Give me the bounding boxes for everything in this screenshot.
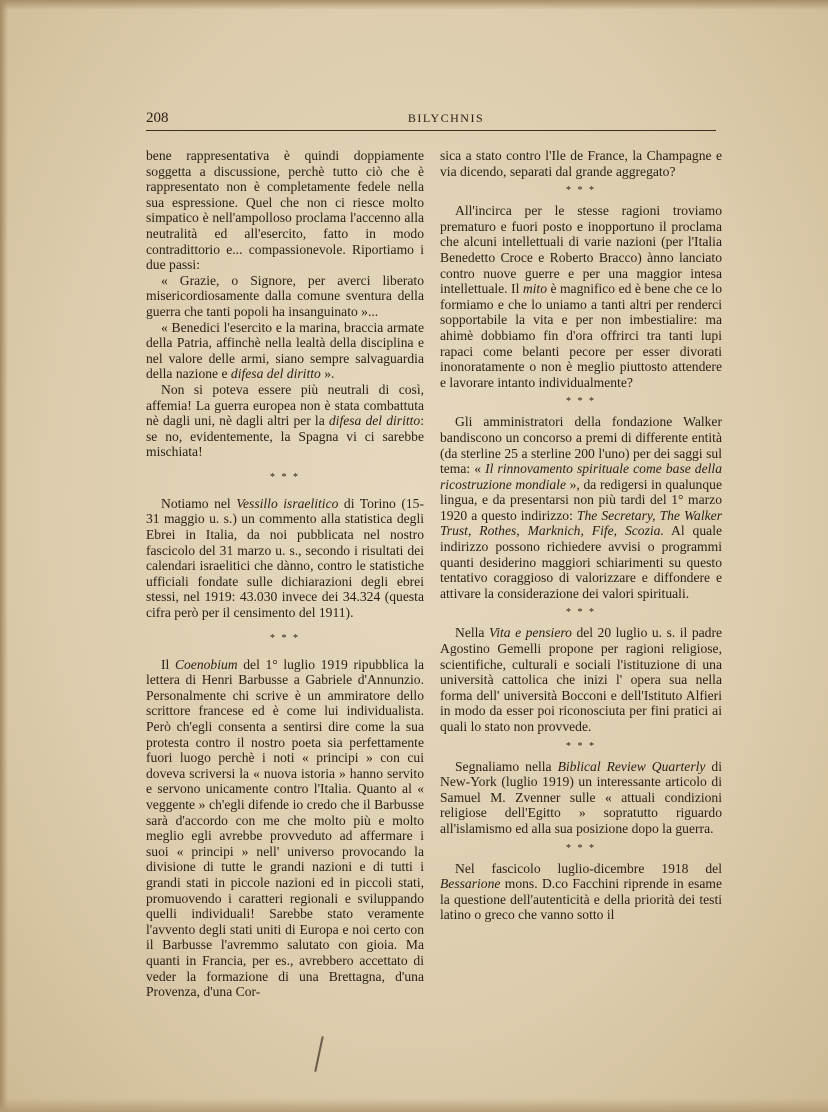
section-separator: * * * (270, 471, 300, 483)
paragraph (440, 861, 722, 923)
paragraph (146, 657, 424, 1000)
text-run: », da redigersi in qualunque lingua, e da presentarsi non più tardi del 1° marzo 1920 a questo indirizzo: (440, 476, 722, 523)
paragraph (440, 203, 722, 390)
text-run: Al quale indirizzo possono richiedere avvisi o programmi quanti desiderino maggiori schiarimenti su questo tentativo coraggioso di valorizzare e diffondere e attivare la considerazione dei valori spirituali. (440, 523, 722, 601)
italic-text: Vita e pensiero (488, 625, 572, 641)
italic-text: mito (522, 281, 547, 297)
text-run: Notiamo nel (161, 495, 237, 511)
italic-text: difesa del diritto (328, 413, 421, 429)
italic-text: Coenobium (174, 656, 238, 672)
page-number: 208 (146, 110, 169, 126)
page-edge-left (0, 0, 8, 1112)
quote-paragraph (146, 320, 424, 382)
text-run: di New-York (luglio 1919) un interessante articolo di Samuel M. Zvenner sulle « attuali condizioni religiose dell'Egitto » sopratutto riguardo all'islamismo ed alla sua posizione dopo la guerra. (440, 758, 722, 836)
right-column (440, 148, 722, 923)
paragraph (440, 625, 722, 734)
section-separator: * * * (566, 842, 596, 854)
text-run: di Torino (15-31 maggio u. s.) un commento alla statistica degli Ebrei in Italia, da noi pubblicata nel nostro fascicolo del 31 marzo u. s., secondo i risultati dei calendari israelitici che dànno, contro le statistiche ufficiali fondate sulle dichiarazioni degli ebrei stessi, nel 1919: 43.030 invece dei 34.324 (questa cifra però per il censimento del 1911). (146, 495, 424, 621)
pencil-mark (314, 1036, 323, 1072)
text-run: Segnaliamo nella (455, 758, 558, 774)
section-separator: * * * (566, 740, 596, 752)
text-run: « Benedici l'esercito e la marina, braccia armate della Patria, affinchè nella lealtà della disciplina e nel valore delle armi, siano sempre salvaguardia della nazione e (146, 319, 424, 382)
italic-text: Vessillo israelitico (236, 495, 339, 511)
paragraph: sica a stato contro l'Ile de France, la Champagne e via dicendo, separati dal grande aggregato? (440, 148, 722, 179)
page-edge-top (0, 0, 828, 10)
section-separator: * * * (566, 607, 596, 619)
paragraph (146, 382, 424, 460)
left-column (146, 148, 424, 1000)
section-separator: * * * (566, 396, 596, 408)
page-edge-bottom (0, 1098, 828, 1112)
paragraph (440, 759, 722, 837)
italic-text: Il rinnovamento spirituale come base della ricostruzione mondiale (440, 461, 722, 492)
text-run: Il (161, 656, 175, 672)
text-run: Gli amministratori della fondazione Walker bandiscono un concorso a premi di differente entità (da sterline 25 a sterline 200 l'uno) per dei saggi sul tema: « (440, 414, 722, 477)
paragraph (146, 496, 424, 621)
text-run: Nella (455, 625, 489, 641)
paragraph: bene rappresentativa è quindi doppiamente soggetta a discussione, perchè tutto ciò che è rappresentato non è completamente fedele nella sua espressione. Quel che non ci riesce molto simpatico è nell'ampolloso proclama l'accenno alla neutralità ed all'esercito, fatto in modo contradittorio e... compassionevole. Riportiamo i due passi: (146, 148, 424, 273)
text-run: del 20 luglio u. s. il padre Agostino Gemelli propone per ragioni religiose, scientifiche, culturali e sociali l'istituzione di una università cattolica che inizi l' opera sua nella forma dell' università Bocconi e dell'Istituto Alfieri in modo da esser poi riconosciuta per fini pratici ai quali lo stato non provvede. (440, 625, 723, 734)
text-run: : se no, evidentemente, la Spagna vi ci sarebbe mischiata! (146, 413, 424, 460)
quote-paragraph: « Grazie, o Signore, per averci liberato misericordiosamente dalla comune sventura della guerra che tanti popoli ha insanguinato »... (146, 272, 424, 319)
header-rule (146, 130, 716, 131)
text-run: Non si poteva essere più neutrali di così, affemia! La guerra europea non è stata combattuta nè dagli uni, nè dagli altri per la (146, 381, 424, 429)
text-run: è magnifico ed è bene che ce lo formiamo e che lo uniamo a tanti altri per renderci sopportabile la vita e per non imbestialire: ma ahimè dobbiamo fin d'ora offrirci tra tanti lupi rapaci come belanti pecore per esser divorati inonoratamente o non è meglio piuttosto attendere e lavorare intanto individualmente? (440, 281, 722, 390)
section-separator: * * * (566, 185, 596, 197)
running-header (146, 110, 716, 132)
text-run: mons. D.co Facchini riprende in esame la questione dell'autenticità e della priorità dei testi latino o greco che vanno sotto il (440, 876, 722, 923)
text-run: All'incirca per le stesse ragioni troviamo prematuro e fuori posto e inopportuno il proclama che alcuni intellettuali di varie nazioni (per l'Italia Benedetto Croce e Roberto Bracco) ànno lanciato contro nuove guerre e per una maggior intesa intellettuale. Il (440, 203, 722, 297)
paragraph (440, 414, 722, 601)
italic-text: Biblical Review Quarterly (557, 758, 706, 774)
journal-title: BILYCHNIS (407, 111, 485, 125)
text-run: del 1° luglio 1919 ripubblica la lettera di Henri Barbusse a Gabriele d'Annunzio. Personalmente chi scrive è un ammiratore dello scrittore francese ed è come lui individualista. Però ch'egli consenta a sentirsi dire come la sua protesta contro il nostro poeta sia perfettamente fuori luogo perchè i noti « principi » con cui doveva scriversi la « nuova istoria » hanno servito e servono unicamente contro l'Italia. Quanto al « veggente » ch'egli difende io credo che il Barbusse sarà d'accordo con me che molto più e molto meglio egli avrebbe provveduto ad affermare i suoi « principi » nell' universo provocando la divisione di tutte le grandi nazioni e di tutti i grandi stati in piccole nazioni ed in piccoli stati, promuovendo i caratteri regionali e sviluppando quelli individuali! Sarebbe stato veramente l'avvento degli stati uniti di Europa e noi certo con il Barbusse l'avremmo salutato con gioia. Ma quanti in Francia, per es., avrebbero accettato di veder la formazione di una Brettagna, d'una Provenza, d'una Cor- (146, 656, 425, 1000)
italic-text: The Secretary, The Walker Trust, Rothes, Marknich, Fife, Scozia. (440, 507, 722, 539)
section-separator: * * * (270, 632, 300, 644)
italic-text: difesa del diritto (230, 366, 321, 382)
text-run: Nel fascicolo luglio-dicembre 1918 del (455, 860, 722, 876)
italic-text: Bessarione (440, 876, 501, 892)
text-run: ». (320, 366, 335, 382)
